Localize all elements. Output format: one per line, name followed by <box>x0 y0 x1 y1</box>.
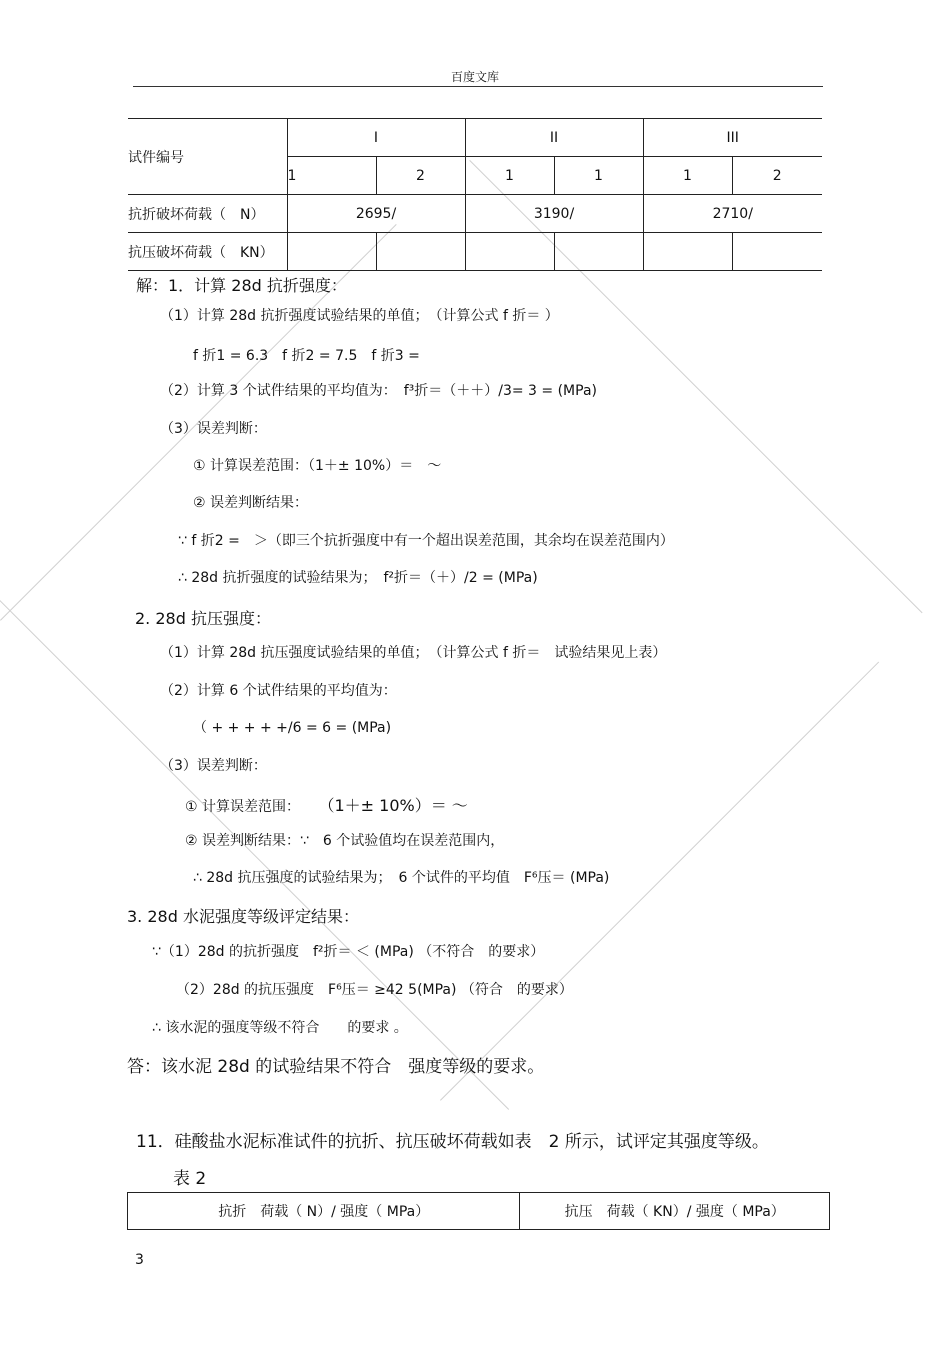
step-2-3a <box>185 793 468 816</box>
step-1-because: ∵ f 折2 = ＞（即三个抗折强度中有一个超出误差范围，其余均在误差范围内） <box>178 533 674 549</box>
section-2-title: 2. 28d 抗压强度： <box>135 609 271 628</box>
table-2-col-comp: 抗压 荷载（ KN）/ 强度（ MPa） <box>520 1193 830 1230</box>
flex-value: 2710/ <box>643 195 822 233</box>
step-2-3: （3）误差判断： <box>160 758 267 774</box>
step-2-2-value: （ + + + + +/6 = 6 = (MPa) <box>193 720 392 736</box>
sub-header: 1 <box>465 157 554 195</box>
step-2-2: （2）计算 6 个试件结果的平均值为： <box>160 683 397 699</box>
comp-load-label: 抗压破坏荷载（ KN） <box>128 233 287 271</box>
comp-cell <box>287 233 376 271</box>
answer: 答：该水泥 28d 的试验结果不符合 强度等级的要求。 <box>127 1057 545 1077</box>
header-rule <box>133 86 823 87</box>
strength-table <box>128 118 822 271</box>
flex-load-label: 抗折破坏荷载（ N） <box>128 195 287 233</box>
sub-header: 1 <box>643 157 732 195</box>
step-3-1: ∵（1）28d 的抗折强度 f²折＝ ＜ (MPa) （不符合 的要求） <box>152 944 545 960</box>
comp-cell <box>376 233 465 271</box>
comp-cell <box>465 233 554 271</box>
page-number: 3 <box>135 1252 144 1268</box>
flex-value: 3190/ <box>465 195 643 233</box>
sub-header: 1 <box>287 157 376 195</box>
step-3-therefore: ∴ 该水泥的强度等级不符合 的要求 。 <box>152 1020 408 1036</box>
step-1-3: （3）误差判断： <box>160 421 267 437</box>
page-header: 百度文库 <box>450 70 499 84</box>
comp-cell <box>732 233 822 271</box>
step-1-2: （2）计算 3 个试件结果的平均值为： f³折＝（＋＋）/3= 3 = (MPa) <box>160 383 597 399</box>
step-2-1: （1）计算 28d 抗压强度试验结果的单值； （计算公式 f 折＝ 试验结果见上表） <box>160 645 667 661</box>
sub-header: 1 <box>554 157 643 195</box>
table-2 <box>127 1192 830 1230</box>
flex-value: 2695/ <box>287 195 465 233</box>
question-11: 11．硅酸盐水泥标准试件的抗折、抗压破坏荷载如表 2 所示，试评定其强度等级。 <box>136 1132 769 1152</box>
step-1-3a: ① 计算误差范围：（1＋± 10%）＝ ～ <box>193 458 442 474</box>
sub-header: 2 <box>732 157 822 195</box>
comp-cell <box>554 233 643 271</box>
step-1-1: （1）计算 28d 抗折强度试验结果的单值； （计算公式 f 折＝ ） <box>160 308 559 324</box>
step-2-3b: ② 误差判断结果：∵ 6 个试验值均在误差范围内， <box>185 833 505 849</box>
specimen-label: 试件编号 <box>128 119 287 195</box>
step-3-2: （2）28d 的抗压强度 F⁶压＝ ≥42 5(MPa) （符合 的要求） <box>176 982 573 998</box>
table-2-label: 表 2 <box>173 1169 207 1189</box>
flex-single-values: f 折1 = 6.3 f 折2 = 7.5 f 折3 = <box>193 348 420 364</box>
sub-header: 2 <box>376 157 465 195</box>
group-header: II <box>465 119 643 157</box>
table-2-col-flex: 抗折 荷载（ N）/ 强度（ MPa） <box>128 1193 520 1230</box>
step-1-3b: ② 误差判断结果： <box>193 495 309 511</box>
comp-cell <box>643 233 732 271</box>
group-header: I <box>287 119 465 157</box>
step-1-therefore: ∴ 28d 抗折强度的试验结果为； f²折＝（＋）/2 = (MPa) <box>178 570 538 586</box>
section-1-title: 解：1．计算 28d 抗折强度： <box>136 276 347 295</box>
section-3-title: 3. 28d 水泥强度等级评定结果： <box>127 907 359 926</box>
step-2-therefore: ∴ 28d 抗压强度的试验结果为； 6 个试件的平均值 F⁶压＝ (MPa) <box>193 870 610 886</box>
step-2-3a-label: ① 计算误差范围： <box>185 799 301 815</box>
step-2-3a-formula: （1＋± 10%）＝ ～ <box>318 796 468 815</box>
group-header: III <box>643 119 822 157</box>
